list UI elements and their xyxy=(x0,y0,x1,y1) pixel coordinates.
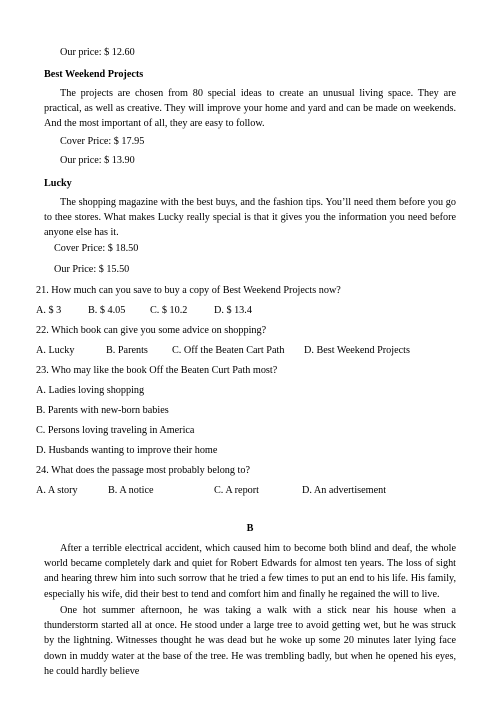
q24-option-b: B. A notice xyxy=(108,485,154,496)
lucky-description: The shopping magazine with the best buys, and the fashion tips. You’ll need them before you go to thee stores. What makes Lucky really special is that it gives you the information you need before anyone else has it. xyxy=(44,197,456,239)
question-23: 23. Who may like the book Off the Beaten Curt Path most? xyxy=(36,365,278,376)
question-24: 24. What does the passage most probably belong to? xyxy=(36,465,250,476)
best-weekend-cover-price: Cover Price: $ 17.95 xyxy=(60,136,145,147)
q24-option-c: C. A report xyxy=(214,485,259,496)
section-b-paragraph-1: After a terrible electrical accident, which caused him to become both blind and deaf, the whole world became completely dark and quiet for Robert Edwards for almost ten years. The loss of sight and hearing threw him into such sorrow that he tried a few times to put an end to his life. His family, especially his wife, did their best to tend and comfort him and finally he regained the will to live. xyxy=(44,543,456,600)
question-22: 22. Which book can give you some advice on shopping? xyxy=(36,325,267,336)
lucky-our-price: Our Price: $ 15.50 xyxy=(54,264,130,275)
q21-option-a: A. $ 3 xyxy=(36,305,62,316)
question-21: 21. How much can you save to buy a copy of Best Weekend Projects now? xyxy=(36,285,341,296)
q21-option-d: D. $ 13.4 xyxy=(214,305,252,316)
q23-option-c: C. Persons loving traveling in America xyxy=(36,425,195,436)
q24-option-a: A. A story xyxy=(36,485,78,496)
q23-option-b: B. Parents with new-born babies xyxy=(36,405,169,416)
q22-option-b: B. Parents xyxy=(106,345,148,356)
section-b-paragraph-2: One hot summer afternoon, he was taking a walk with a stick near his house when a thunderstorm started all at once. He stood under a large tree to avoid getting wet, but he was struck by the lightning. Witnesses thought he was dead but he woke up some 20 minutes later lying face down in muddy water at the base of the tree. He was trembling badly, but when he opened his eyes, he could hardly believe xyxy=(44,605,456,677)
q24-option-d: D. An advertisement xyxy=(302,485,387,496)
q23-option-d: D. Husbands wanting to improve their home xyxy=(36,445,218,456)
q22-option-a: A. Lucky xyxy=(36,345,75,356)
best-weekend-our-price: Our price: $ 13.90 xyxy=(60,155,135,166)
q22-option-d: D. Best Weekend Projects xyxy=(304,345,410,356)
lucky-title: Lucky xyxy=(44,178,72,189)
q21-option-b: B. $ 4.05 xyxy=(88,305,126,316)
lucky-cover-price: Cover Price: $ 18.50 xyxy=(54,243,139,254)
section-b-heading: B xyxy=(246,523,254,534)
best-weekend-title: Best Weekend Projects xyxy=(44,69,144,80)
q22-option-c: C. Off the Beaten Cart Path xyxy=(172,345,285,356)
best-weekend-description: The projects are chosen from 80 special ideas to create an unusual living space. They are practical, as well as creative. They will improve your home and yard and can be made on weekends. And the most important of all, they are easy to follow. xyxy=(44,88,456,130)
our-price-previous: Our price: $ 12.60 xyxy=(60,47,135,58)
q23-option-a: A. Ladies loving shopping xyxy=(36,385,145,396)
q21-option-c: C. $ 10.2 xyxy=(150,305,188,316)
